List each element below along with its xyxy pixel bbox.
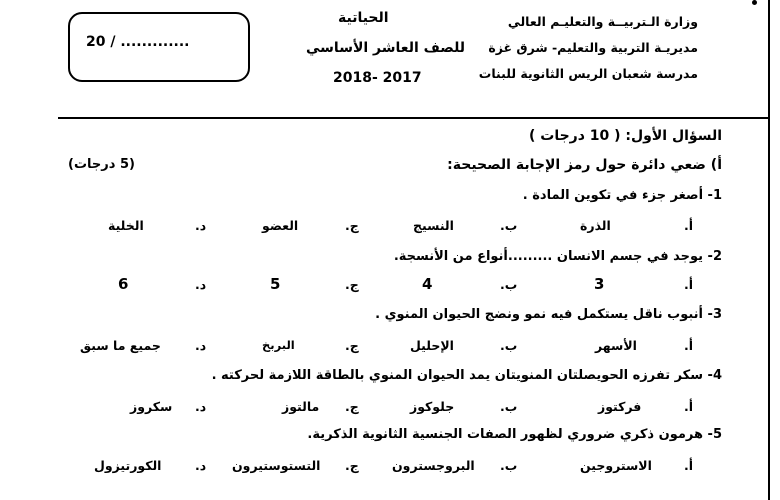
item-3-option-c[interactable]: البربخ <box>262 338 295 352</box>
item-4-option-c[interactable]: مالتوز <box>282 399 320 414</box>
ministry-name: وزارة الـتربيــة والتعليـم العالي <box>507 14 698 29</box>
item-5-letter-d: د. <box>195 458 207 473</box>
item-3-letter-b: ب. <box>500 338 518 353</box>
item-5-text: 5- هرمون ذكري ضروري لظهور الصفات الجنسية الثانوية الذكرية. <box>307 427 722 442</box>
page-mark <box>752 0 757 5</box>
item-3-option-d[interactable]: جميع ما سبق <box>80 338 161 353</box>
item-5-letter-b: ب. <box>500 458 518 473</box>
subject-title: الحياتية <box>338 10 389 26</box>
question-title: السؤال الأول: ( 10 درجات ) <box>528 128 722 144</box>
item-2-option-a[interactable]: 3 <box>594 275 605 293</box>
item-3-option-a[interactable]: الأسهر <box>595 338 637 353</box>
item-4-option-d[interactable]: سكروز <box>130 399 173 414</box>
school-year: 2018- 2017 <box>333 70 422 86</box>
item-4-letter-a: أ. <box>684 399 694 414</box>
item-4-option-a[interactable]: فركتوز <box>598 399 642 414</box>
item-2-option-c[interactable]: 5 <box>270 275 281 293</box>
item-5-option-c[interactable]: التستوستيرون <box>232 458 321 473</box>
item-1-option-c[interactable]: العضو <box>262 218 299 233</box>
item-1-letter-a: أ. <box>684 218 694 233</box>
page-right-border <box>768 0 770 500</box>
item-2-letter-b: ب. <box>500 277 518 292</box>
directorate-name: مديريـة التربية والتعليم- شرق غزة <box>488 40 698 55</box>
item-1-letter-b: ب. <box>500 218 518 233</box>
item-4-letter-b: ب. <box>500 399 518 414</box>
item-4-letter-c: ج. <box>345 399 359 414</box>
item-3-letter-c: ج. <box>345 338 359 353</box>
item-1-letter-d: د. <box>195 218 207 233</box>
item-5-option-a[interactable]: الاستروجين <box>580 458 652 473</box>
item-1-option-b[interactable]: النسيج <box>413 218 454 233</box>
item-2-option-d[interactable]: 6 <box>118 275 129 293</box>
item-3-letter-a: أ. <box>684 338 694 353</box>
header-divider <box>58 117 770 119</box>
item-5-letter-c: ج. <box>345 458 359 473</box>
item-3-letter-d: د. <box>195 338 207 353</box>
item-1-letter-c: ج. <box>345 218 359 233</box>
score-field[interactable]: 20 / ............. <box>86 34 190 50</box>
item-1-text: 1- أصغر جزء في تكوين المادة . <box>522 188 722 203</box>
item-2-letter-c: ج. <box>345 277 359 292</box>
item-4-option-b[interactable]: جلوكوز <box>410 399 455 414</box>
item-5-option-d[interactable]: الكورتيزول <box>94 458 162 473</box>
item-5-letter-a: أ. <box>684 458 694 473</box>
grade-title: للصف العاشر الأساسي <box>306 40 466 56</box>
item-2-text: 2- يوجد في جسم الانسان .........أنواع من الأنسجة. <box>393 249 722 264</box>
part-a-instruction: أ) ضعي دائرة حول رمز الإجابة الصحيحة: <box>447 157 722 173</box>
school-name: مدرسة شعبان الريس الثانوية للبنات <box>478 66 698 81</box>
item-4-letter-d: د. <box>195 399 207 414</box>
item-4-text: 4- سكر تفرزه الحويصلتان المنويتان يمد الحيوان المنوي بالطاقة اللازمة لحركته . <box>211 368 722 383</box>
item-5-option-b[interactable]: البروجسترون <box>392 458 475 473</box>
item-2-option-b[interactable]: 4 <box>422 275 433 293</box>
part-a-marks: (5 درجات) <box>68 157 135 172</box>
item-2-letter-a: أ. <box>684 277 694 292</box>
item-3-text: 3- أنبوب ناقل يستكمل فيه نمو ونضج الحيوان المنوي . <box>375 307 722 322</box>
item-3-option-b[interactable]: الإحليل <box>410 338 454 353</box>
item-2-letter-d: د. <box>195 277 207 292</box>
item-1-option-d[interactable]: الخلية <box>108 218 144 233</box>
item-1-option-a[interactable]: الذرة <box>580 218 611 233</box>
